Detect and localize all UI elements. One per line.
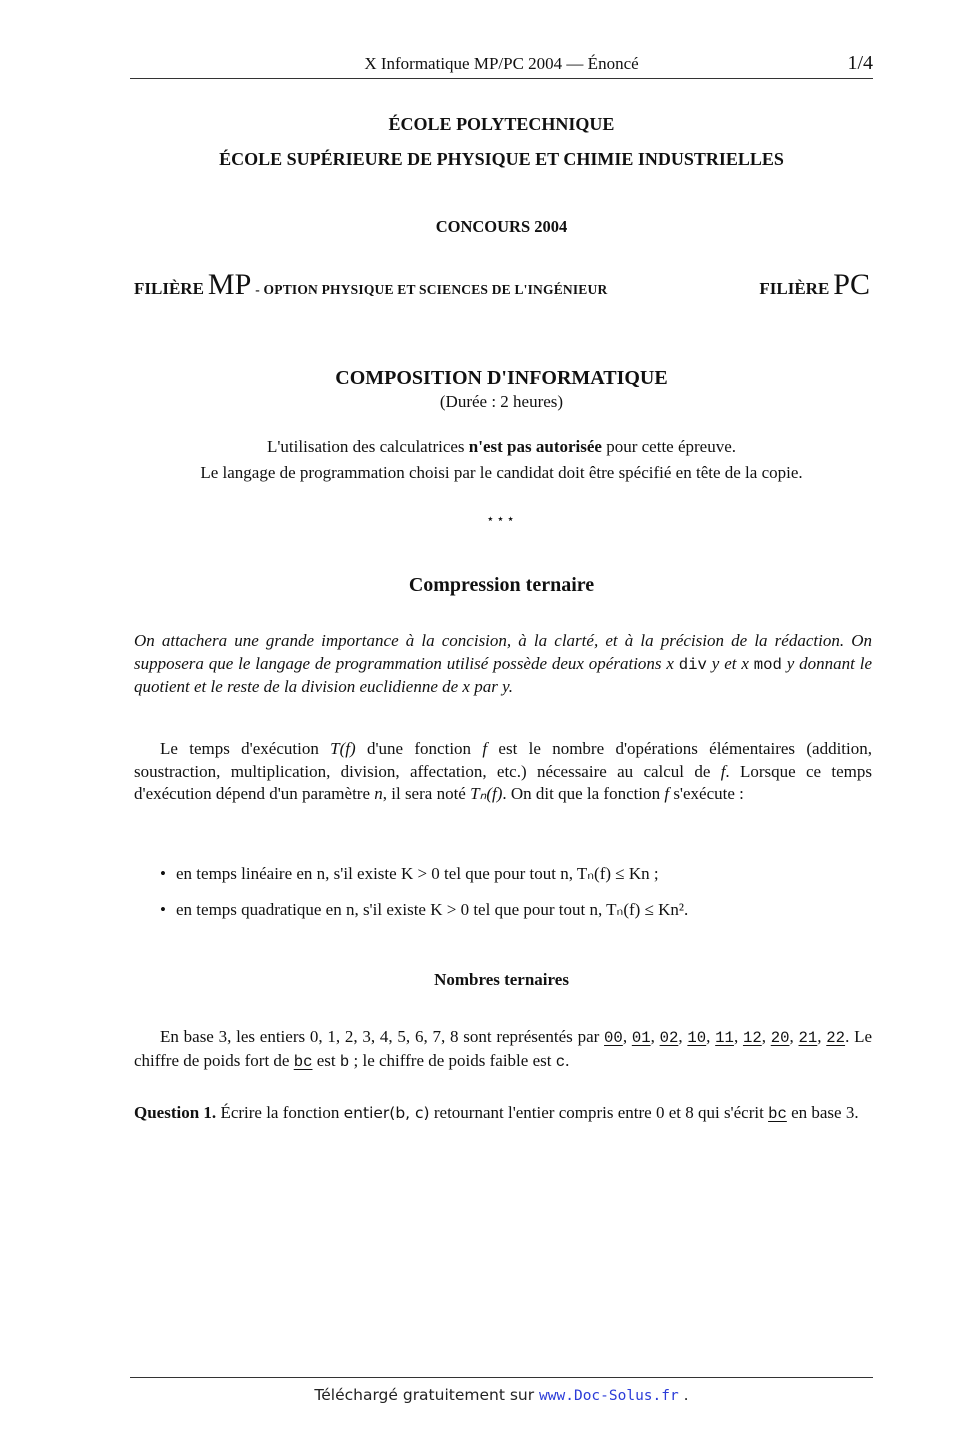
base3-paragraph: En base 3, les entiers 0, 1, 2, 3, 4, 5, 6, 7, 8 sont représentés par 00, 01, 02, 10, 11, 12, 20, 21, 22. Le chiffre de poids fort de bc est b ; le chiffre de poids faible est c. (134, 1027, 873, 1071)
text: Le temps d'exécution (160, 739, 331, 758)
filiere-label: FILIÈRE (759, 279, 830, 298)
footer-divider (130, 1377, 873, 1378)
execution-time-paragraph (134, 738, 872, 806)
text: d'une fonction (355, 739, 483, 758)
var-x: x (462, 677, 470, 696)
text: s'exécute : (669, 784, 744, 803)
calc-text-before: L'utilisation des calculatrices (266, 437, 469, 456)
filiere-mp-code: MP (207, 268, 252, 301)
calc-text-after: pour cette épreuve. (601, 437, 737, 456)
digit-b: b (339, 1052, 350, 1071)
var-x: x (741, 653, 749, 673)
filiere-label: FILIÈRE (134, 279, 204, 298)
text: . (565, 1050, 570, 1070)
filiere-pc-code: PC (833, 268, 870, 301)
ternary-code: 22 (826, 1029, 846, 1047)
calculator-notice (130, 437, 873, 457)
school-name-1: ÉCOLE POLYTECHNIQUE (388, 114, 615, 134)
op-div: div (678, 655, 707, 674)
section-title: Nombres ternaires (434, 970, 569, 989)
text: En base 3, les entiers 0, 1, 2, 3, 4, 5, 6, 7, 8 sont représentés par (160, 1027, 605, 1046)
filiere-pc (759, 268, 870, 302)
math-f: f (664, 784, 670, 803)
intro-paragraph (134, 630, 872, 699)
digit-c: c (555, 1052, 566, 1071)
math-Tnf: Tₙ(f) (470, 784, 503, 803)
intro-text: On attachera une grande importance à la concision, à la clarté, et à la précision de la rédaction. On supposera que le langage de programmation utilisé possède deux opérations (134, 631, 872, 673)
text: . On dit que la fonction (502, 784, 665, 803)
text: . Le chiffre de poids fort de (134, 1027, 873, 1070)
list-item (160, 864, 659, 884)
var-y: y (502, 677, 509, 696)
ternary-code: 12 (742, 1029, 762, 1047)
list-item (160, 900, 688, 920)
footer (130, 1386, 873, 1404)
subject-title: Compression ternaire (408, 574, 595, 596)
separator-stars: ⋆⋆⋆ (486, 511, 517, 526)
footer-link[interactable]: www.Doc-Solus.fr (539, 1388, 679, 1404)
text: . Lorsque ce temps d'exécution dépend d'un paramètre (134, 761, 872, 803)
var-x: x (666, 653, 674, 673)
school-name-2: ÉCOLE SUPÉRIEURE DE PHYSIQUE ET CHIMIE INDUSTRIELLES (219, 149, 784, 169)
ternary-code: 02 (659, 1029, 679, 1047)
text: Écrire la fonction (216, 1103, 344, 1122)
question-1 (134, 1102, 872, 1126)
question-label: Question 1. (134, 1103, 217, 1122)
text: est (312, 1050, 340, 1070)
ternary-code: 01 (631, 1029, 651, 1047)
intro-text: donnant le quotient et le reste de la division euclidienne de (134, 653, 872, 696)
bullet-icon: • (160, 900, 166, 919)
filiere-mp-option: - OPTION PHYSIQUE ET SCIENCES DE L'INGÉNIEUR (255, 282, 608, 297)
page-number: 1/4 (847, 52, 873, 74)
var-y: y (786, 653, 795, 673)
ternary-code: 20 (770, 1029, 790, 1047)
text: retournant l'entier compris entre 0 et 8 qui s'écrit (429, 1103, 769, 1122)
concours-title: CONCOURS 2004 (435, 217, 568, 236)
filiere-mp (134, 268, 607, 302)
ternary-code: bc (293, 1052, 313, 1071)
math-n: n (374, 784, 383, 803)
ternary-code: 00 (604, 1029, 623, 1047)
text: ; le chiffre de poids faible est (349, 1050, 556, 1070)
math-Tf: T(f) (330, 739, 356, 758)
footer-text: . (678, 1386, 689, 1404)
intro-text: par (469, 677, 503, 696)
filiere-row (134, 268, 874, 304)
list-item-text: en temps quadratique en n, s'il existe K > 0 tel que pour tout n, Tₙ(f) ≤ Kn². (176, 900, 689, 919)
text: , il sera noté (382, 784, 471, 803)
function-name: entier(b, c) (343, 1104, 430, 1122)
intro-text: et (719, 653, 742, 673)
ternary-code: bc (768, 1105, 787, 1123)
ternary-code: 10 (687, 1029, 707, 1047)
ternary-code: 11 (715, 1029, 734, 1047)
language-notice: Le langage de programmation choisi par le candidat doit être spécifié en tête de la copie. (200, 463, 803, 482)
running-head-title: X Informatique MP/PC 2004 — Énoncé (364, 54, 639, 73)
var-y: y (711, 653, 720, 673)
running-head (130, 54, 873, 79)
math-f: f (482, 739, 488, 758)
footer-text: Téléchargé gratuitement sur (314, 1386, 540, 1404)
op-mod: mod (753, 655, 782, 674)
text: en base 3. (786, 1103, 859, 1122)
ternary-code: 21 (798, 1029, 818, 1047)
math-f: f (720, 761, 726, 781)
bullet-icon: • (160, 864, 166, 883)
exam-title: COMPOSITION D'INFORMATIQUE (335, 367, 668, 389)
calc-text-bold: n'est pas autorisée (468, 437, 602, 456)
exam-duration: (Durée : 2 heures) (439, 392, 564, 411)
intro-text: . (508, 677, 513, 696)
list-item-text: en temps linéaire en n, s'il existe K > 0 tel que pour tout n, Tₙ(f) ≤ Kn ; (176, 864, 659, 883)
text: est le nombre d'opérations élémentaires (addition, soustraction, multiplication, division, affectation, etc.) nécessaire au calcul de (134, 739, 872, 781)
